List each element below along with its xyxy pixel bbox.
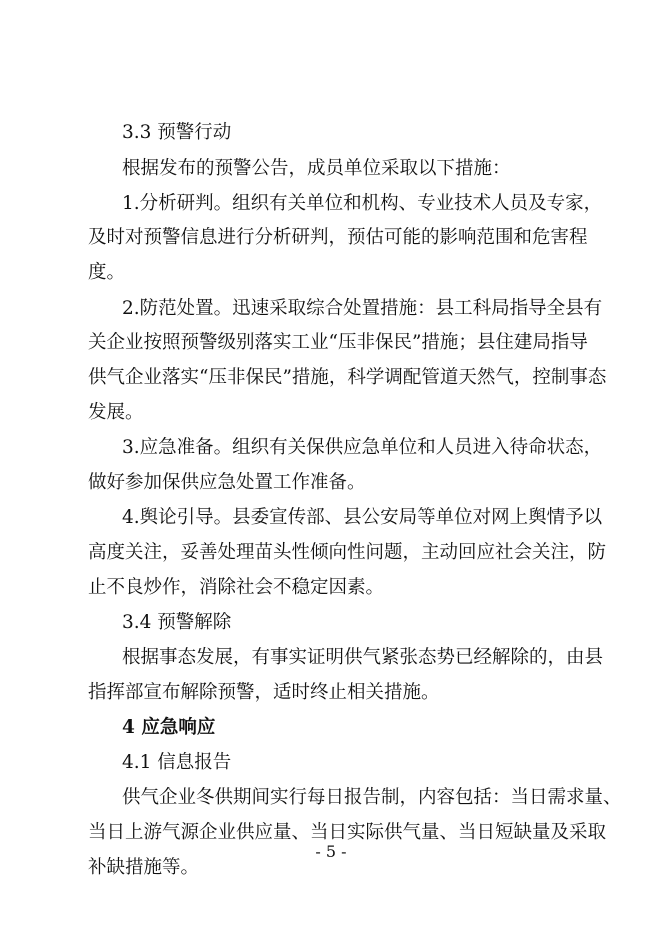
paragraph-text: 关企业按照预警级别落实工业“压非保民”措施；县住建局指导: [88, 332, 588, 353]
paragraph-public-opinion-line-2: [88, 538, 662, 568]
paragraph-readiness-line-2: [88, 468, 662, 498]
paragraph-text: 3.应急准备。组织有关保供应急单位和人员进入待命状态，: [122, 437, 603, 458]
paragraph-text: 补缺措施等。: [88, 857, 200, 878]
paragraph-text: 供气企业落实“压非保民”措施，科学调配管道天然气，控制事态: [88, 367, 607, 388]
section-3-3-intro: [122, 154, 662, 184]
paragraph-text: 止不良炒作，消除社会不稳定因素。: [88, 577, 385, 598]
paragraph-text: 指挥部宣布解除预警，适时终止相关措施。: [88, 682, 440, 703]
paragraph-readiness-line-1: [122, 433, 662, 463]
page-number: - 5 -: [315, 842, 347, 861]
paragraph-prevention-line-3: [88, 363, 662, 393]
paragraph-text: 做好参加保供应急处置工作准备。: [88, 472, 366, 493]
section-4-heading-text: 4 应急响应: [122, 717, 216, 738]
paragraph-text: 根据事态发展，有事实证明供气紧张态势已经解除的，由县: [122, 647, 604, 668]
section-4-1-line-1: [122, 783, 662, 813]
paragraph-text: 高度关注，妥善处理苗头性倾向性问题，主动回应社会关注，防: [88, 542, 607, 563]
section-4-heading: [122, 713, 662, 743]
paragraph-text: 1.分析研判。组织有关单位和机构、专业技术人员及专家，: [122, 193, 603, 214]
paragraph-text: 当日上游气源企业供应量、当日实际供气量、当日短缺量及采取: [88, 822, 607, 843]
paragraph-text: 发展。: [88, 402, 144, 423]
section-4-1-heading: [122, 748, 662, 778]
paragraph-text: 4.舆论引导。县委宣传部、县公安局等单位对网上舆情予以: [122, 507, 603, 528]
paragraph-public-opinion-line-3: [88, 573, 662, 603]
paragraph-text: 及时对预警信息进行分析研判，预估可能的影响范围和危害程: [88, 227, 588, 248]
paragraph-text: 供气企业冬供期间实行每日报告制，内容包括：当日需求量、: [122, 787, 622, 808]
paragraph-analysis-line-1: [122, 189, 662, 219]
section-3-4-line-1: [122, 643, 662, 673]
paragraph-prevention-line-2: [88, 328, 662, 358]
section-3-3-heading: [122, 118, 662, 148]
section-3-3-heading-text: 3.3 预警行动: [122, 122, 232, 143]
paragraph-analysis-line-3: [88, 258, 662, 288]
section-3-4-heading: [122, 608, 662, 638]
paragraph-public-opinion-line-1: [122, 503, 662, 533]
section-4-1-heading-text: 4.1 信息报告: [122, 752, 232, 773]
paragraph-prevention-line-4: [88, 398, 662, 428]
paragraph-text: 2.防范处置。迅速采取综合处置措施：县工科局指导全县有: [122, 298, 603, 319]
section-3-3-intro-text: 根据发布的预警公告，成员单位采取以下措施：: [122, 158, 511, 179]
paragraph-text: 度。: [88, 262, 126, 283]
section-3-4-heading-text: 3.4 预警解除: [122, 612, 232, 633]
paragraph-analysis-line-2: [88, 223, 662, 253]
paragraph-prevention-line-1: [122, 294, 662, 324]
section-3-4-line-2: [88, 678, 662, 708]
